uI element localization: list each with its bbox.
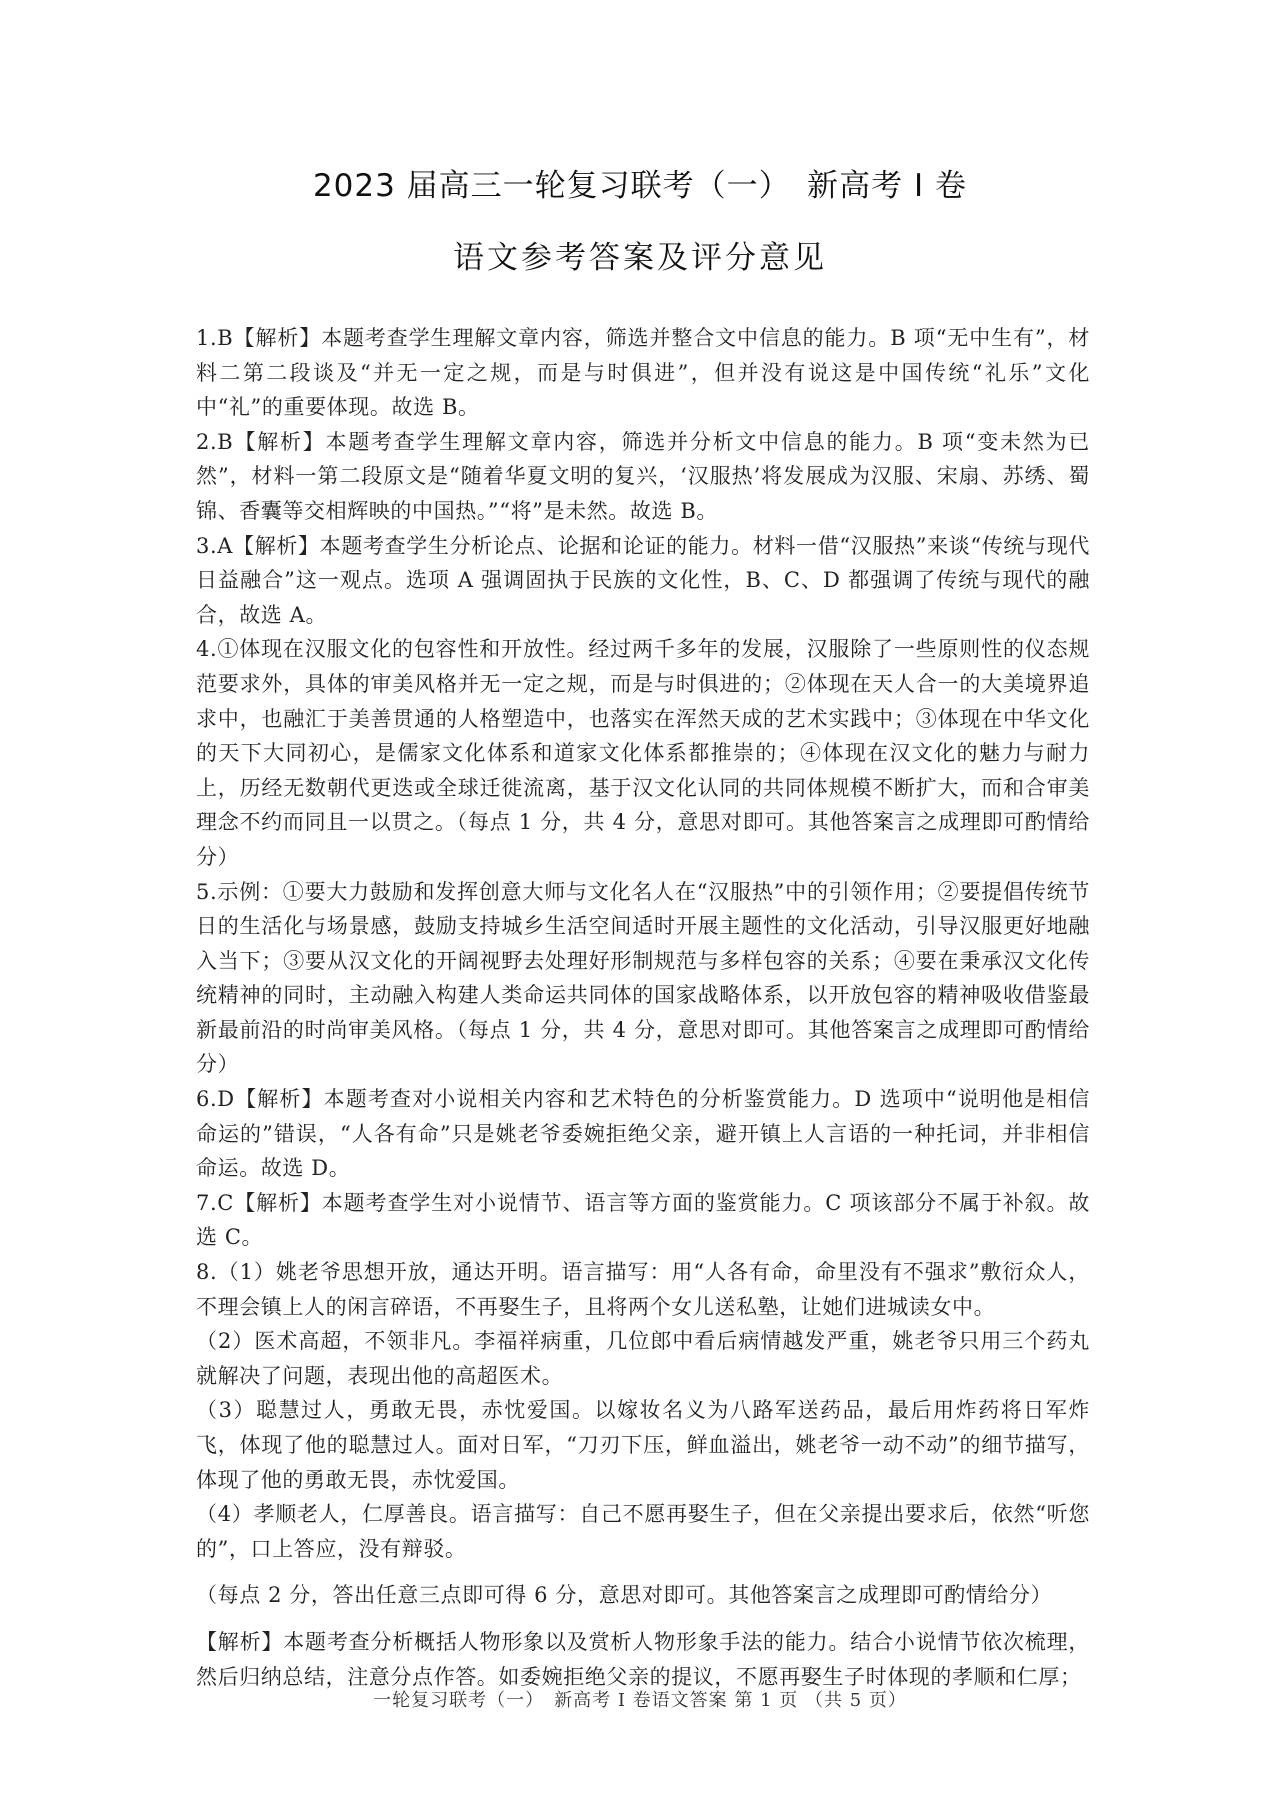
answer-paragraph-8-point-3: （3）聪慧过人，勇敢无畏，赤忱爱国。以嫁妆名义为八路军送药品，最后用炸药将日军炸飞，体现了他的聪慧过人。面对日军，“刀刃下压，鲜血溢出，姚老爷一动不动”的细节描写，体现了他的勇敢无畏，赤忱爱国。 [196,1398,1090,1492]
answer-paragraph-2: 2.B【解析】本题考查学生理解文章内容，筛选并分析文中信息的能力。B 项“变未然为已然”，材料一第二段原文是“随着华夏文明的复兴，‘汉服热’将发展成为汉服、宋扇、苏绣、蜀锦、香囊等交相辉映的中国热。”“将”是未然。故选 B。 [196,429,1090,523]
document-title: 2023 届高三一轮复习联考（一） 新高考 I 卷 [312,168,968,204]
answer-paragraph-8-point-1: 8.（1）姚老爷思想开放，通达开明。语言描写：用“人各有命，命里没有不强求”敷衍众人，不理会镇上人的闲言碎语，不再娶生子，且将两个女儿送私塾，让她们进城读女中。 [196,1260,1090,1319]
document-body [196,321,1090,1694]
answer-paragraph-8-point-2: （2）医术高超，不领非凡。李福祥病重，几位郎中看后病情越发严重，姚老爷只用三个药丸就解决了问题，表现出他的高超医术。 [196,1329,1090,1388]
answer-paragraph-1: 1.B【解析】本题考查学生理解文章内容，筛选并整合文中信息的能力。B 项“无中生有”，材料二第二段谈及“并无一定之规，而是与时俱进”，但并没有说这是中国传统“礼乐”文化中“礼”的重要体现。故选 B。 [196,326,1090,420]
answer-paragraph-8-point-4: （4）孝顺老人，仁厚善良。语言描写：自己不愿再娶生子，但在父亲提出要求后，依然“听您的”，口上答应，没有辩驳。 [196,1502,1090,1561]
answer-paragraph-5: 5.示例：①要大力鼓励和发挥创意大师与文化名人在“汉服热”中的引领作用；②要提倡传统节日的生活化与场景感，鼓励支持城乡生活空间适时开展主题性的文化活动，引导汉服更好地融入当下；③要从汉文化的开阔视野去处理好形制规范与多样包容的关系；④要在秉承汉文化传统精神的同时，主动融入构建人类命运共同体的国家战略体系，以开放包容的精神吸收借鉴最新最前沿的时尚审美风格。（每点 1 分，共 4 分，意思对即可。其他答案言之成理即可酌情给分） [196,879,1090,1077]
answer-paragraph-7: 7.C【解析】本题考查学生对小说情节、语言等方面的鉴赏能力。C 项该部分不属于补叙。故选 C。 [196,1190,1090,1250]
scoring-note: （每点 2 分，答出任意三点即可得 6 分，意思对即可。其他答案言之成理即可酌情给分） [196,1583,1053,1608]
document-subtitle: 语文参考答案及评分意见 [453,240,827,276]
answer-paragraph-4: 4.①体现在汉服文化的包容性和开放性。经过两千多年的发展，汉服除了一些原则性的仪态规范要求外，具体的审美风格并无一定之规，而是与时俱进的；②体现在天人合一的大美境界追求中，也融汇于美善贯通的人格塑造中，也落实在浑然天成的艺术实践中；③体现在中华文化的天下大同初心，是儒家文化体系和道家文化体系都推崇的；④体现在汉文化的魅力与耐力上，历经无数朝代更迭或全球迁徙流离，基于汉文化认同的共同体规模不断扩大，而和合审美理念不约而同且一以贯之。（每点 1 分，共 4 分，意思对即可。其他答案言之成理即可酌情给分） [196,637,1090,869]
page-footer: 一轮复习联考（一） 新高考 I 卷语文答案 第 1 页 （共 5 页） [373,1690,907,1711]
answer-paragraph-6: 6.D【解析】本题考查对小说相关内容和艺术特色的分析鉴赏能力。D 选项中“说明他是相信命运的”错误，“人各有命”只是姚老爷委婉拒绝父亲，避开镇上人言语的一种托词，并非相信命运。故选 D。 [196,1087,1090,1181]
answer-paragraph-3: 3.A【解析】本题考查学生分析论点、论据和论证的能力。材料一借“汉服热”来谈“传统与现代日益融合”这一观点。选项 A 强调固执于民族的文化性，B、C、D 都强调了传统与现代的融合，故选 A。 [196,533,1090,627]
analysis-paragraph-8: 【解析】本题考查分析概括人物形象以及赏析人物形象手法的能力。结合小说情节依次梳理，然后归纳总结，注意分点作答。如委婉拒绝父亲的提议，不愿再娶生子时体现的孝顺和仁厚； [196,1629,1090,1689]
